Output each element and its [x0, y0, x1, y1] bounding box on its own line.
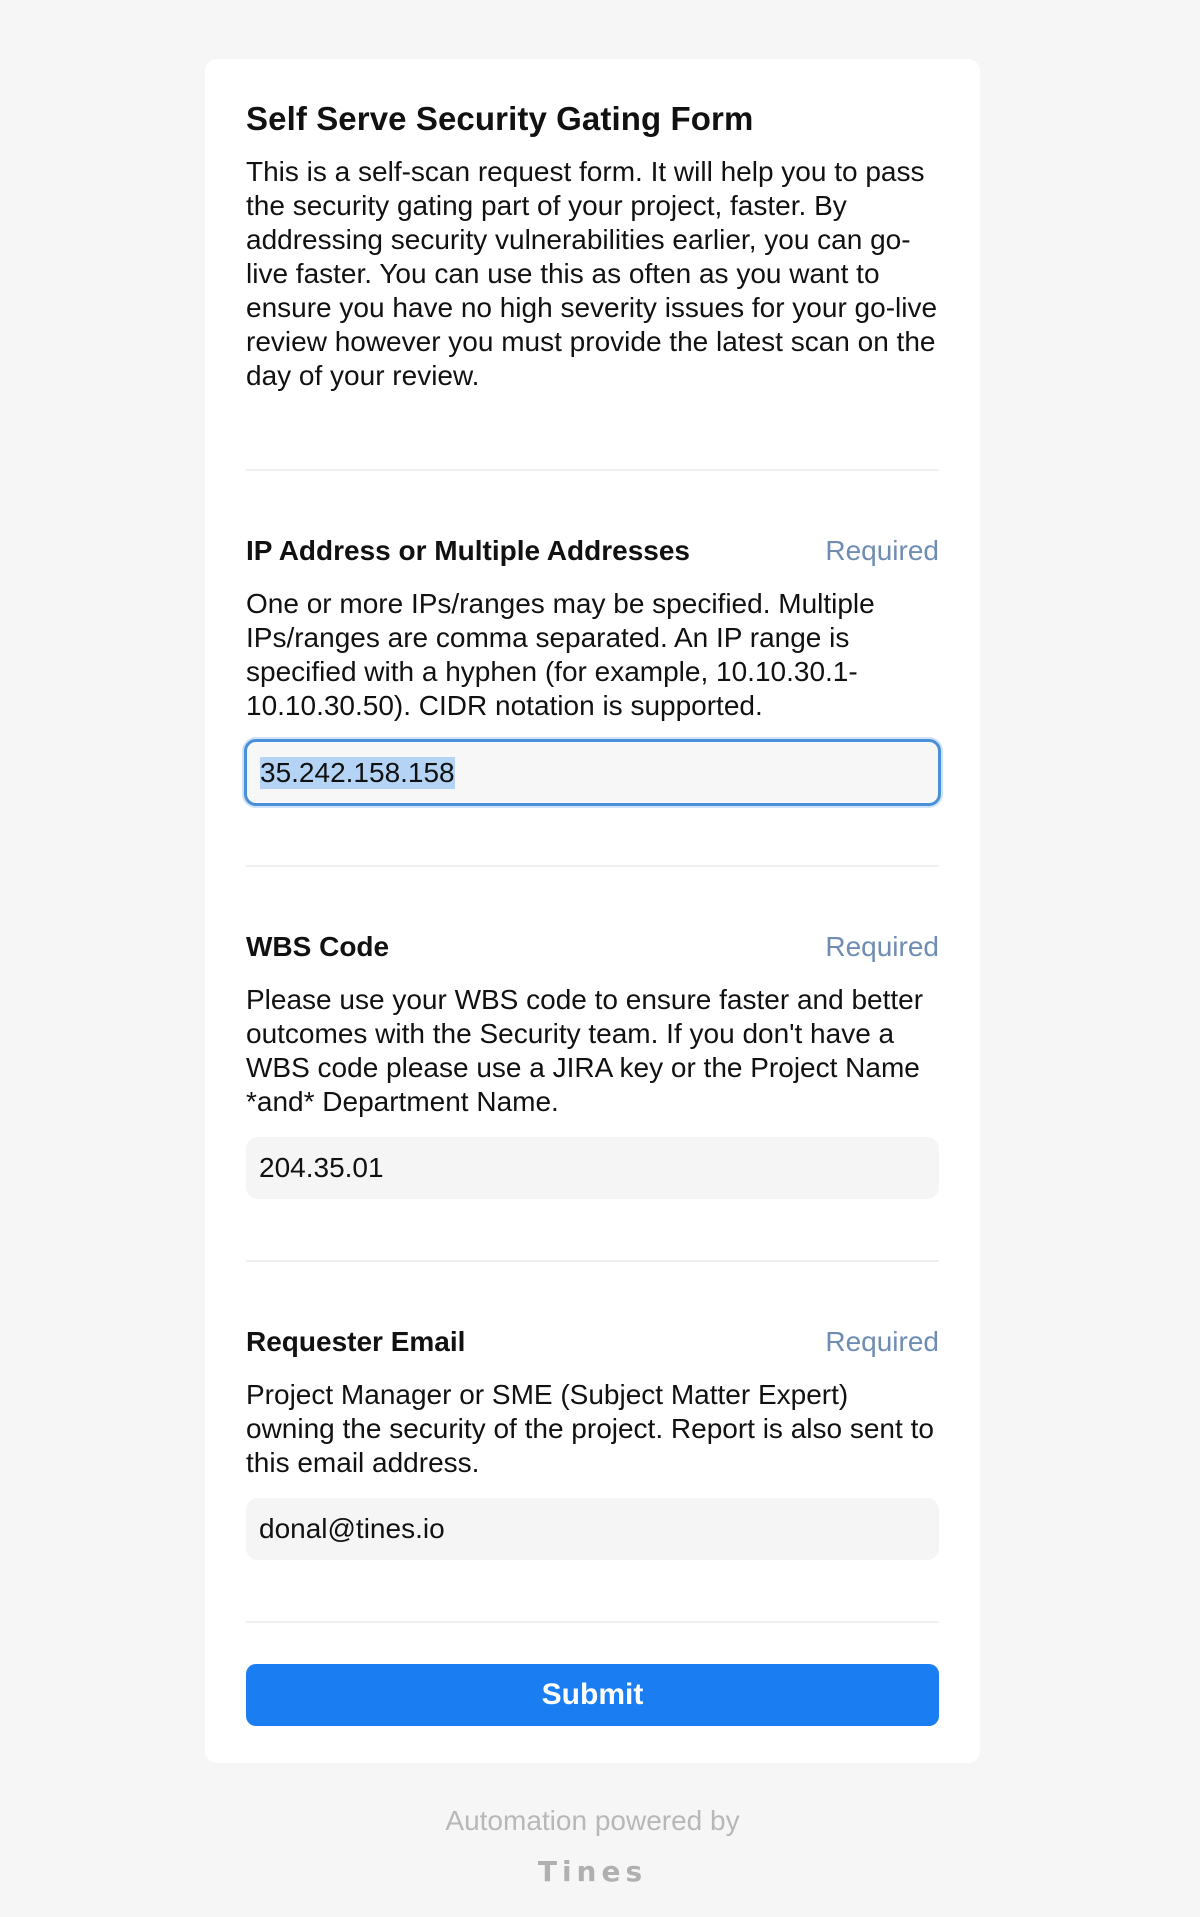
divider [246, 1621, 939, 1623]
field-header [246, 930, 939, 964]
required-indicator: Required [825, 931, 939, 962]
field-header [246, 534, 939, 568]
field-wbs-code [246, 930, 939, 1199]
tines-logo[interactable]: Tines [537, 1855, 648, 1888]
input-value: 204.35.01 [259, 1152, 384, 1183]
powered-by-text: Automation powered by [445, 1805, 740, 1836]
divider [246, 469, 939, 471]
divider [246, 865, 939, 867]
field-header [246, 1325, 939, 1359]
field-description: Project Manager or SME (Subject Matter Expert) owning the security of the project. Report is also sent to this email address. [246, 1379, 934, 1478]
field-label: Requester Email [246, 1326, 466, 1357]
field-description: One or more IPs/ranges may be specified. Multiple IPs/ranges are comma separated. An IP range is specified with a hyphen (for example, 10.10.30.1-10.10.30.50). CIDR notation is supported. [246, 588, 875, 721]
field-ip-addresses [246, 534, 939, 806]
form-card [205, 59, 980, 1763]
form-title: Self Serve Security Gating Form [246, 100, 754, 137]
input-value: donal@tines.io [259, 1513, 445, 1544]
ip-address-input[interactable] [244, 739, 941, 806]
wbs-code-input[interactable] [246, 1137, 939, 1199]
required-indicator: Required [825, 1326, 939, 1357]
form-intro: This is a self-scan request form. It will help you to pass the security gating part of your project, faster. By addressing security vulnerabilities earlier, you can go-live faster. You can use this as often as you want to ensure you have no high severity issues for your go-live review however you must provide the latest scan on the day of your review. [246, 156, 938, 391]
divider [246, 1260, 939, 1262]
requester-email-input[interactable] [246, 1498, 939, 1560]
input-value: 35.242.158.158 [260, 756, 455, 788]
submit-button[interactable]: Submit [246, 1664, 939, 1726]
required-indicator: Required [825, 535, 939, 566]
field-label: IP Address or Multiple Addresses [246, 535, 690, 566]
field-description: Please use your WBS code to ensure faster and better outcomes with the Security team. If you don't have a WBS code please use a JIRA key or the Project Name *and* Department Name. [246, 984, 924, 1117]
field-label: WBS Code [246, 931, 390, 962]
field-requester-email [246, 1325, 939, 1560]
